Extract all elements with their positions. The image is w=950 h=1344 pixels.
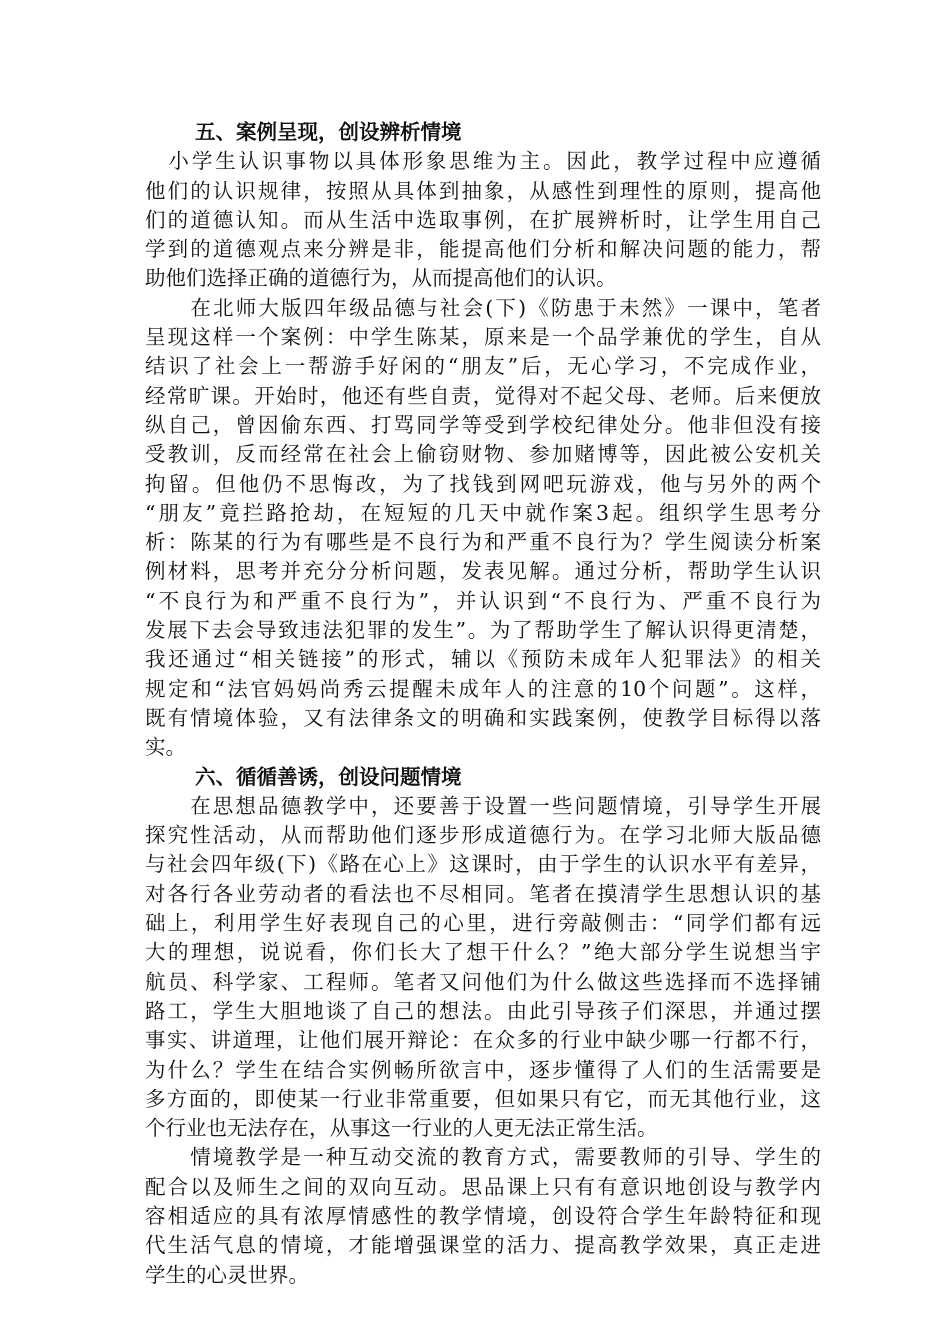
paragraph (145, 147, 821, 293)
paragraph-line: 我还通过“相关链接”的形式，辅以《预防未成年人犯罪法》的相关 (145, 647, 821, 672)
paragraph-line: 情境教学是一种互动交流的教育方式，需要教师的引导、学生的 (145, 1145, 821, 1170)
paragraph-line: 学到的道德观点来分辨是非，能提高他们分析和解决问题的能力，帮 (145, 237, 821, 262)
paragraph-line: 结识了社会上一帮游手好闲的“朋友”后，无心学习，不完成作业， (145, 354, 821, 379)
paragraph-line: 他们的认识规律，按照从具体到抽象，从感性到理性的原则，提高他 (145, 178, 821, 203)
paragraph-line: 规定和“法官妈妈尚秀云提醒未成年人的注意的10个问题”。这样， (145, 676, 821, 701)
paragraph-line: 实。 (145, 735, 186, 760)
paragraph-line: 拘留。但他仍不思悔改，为了找钱到网吧玩游戏，他与另外的两个 (145, 471, 821, 496)
paragraph-line: “不良行为和严重不良行为”，并认识到“不良行为、严重不良行为 (145, 588, 821, 613)
paragraph-line: 配合以及师生之间的双向互动。思品课上只有有意识地创设与教学内 (145, 1174, 821, 1199)
paragraph-line: 经常旷课。开始时，他还有些自责，觉得对不起父母、老师。后来便放 (145, 383, 821, 408)
document-body (145, 118, 821, 1290)
paragraph-line: 事实、讲道理，让他们展开辩论：在众多的行业中缺少哪一行都不行， (145, 1028, 821, 1053)
paragraph-line: 发展下去会导致违法犯罪的发生”。为了帮助学生了解认识得更清楚， (145, 618, 821, 643)
paragraph-line: 容相适应的具有浓厚情感性的教学情境，创设符合学生年龄特征和现 (145, 1203, 821, 1228)
paragraph-line: 路工，学生大胆地谈了自己的想法。由此引导孩子们深思，并通过摆 (145, 998, 821, 1023)
paragraph-line: 对各行各业劳动者的看法也不尽相同。笔者在摸清学生思想认识的基 (145, 881, 821, 906)
paragraph-line: 为什么？学生在结合实例畅所欲言中，逐步懂得了人们的生活需要是 (145, 1057, 821, 1082)
paragraph-line: 大的理想，说说看，你们长大了想干什么？”绝大部分学生说想当宇 (145, 940, 821, 965)
paragraph (145, 294, 821, 763)
section-heading-5: 五、案例呈现，创设辨析情境 (195, 120, 462, 144)
paragraph-line: 小学生认识事物以具体形象思维为主。因此，教学过程中应遵循 (145, 149, 821, 174)
paragraph-line: 础上，利用学生好表现自己的心里，进行旁敲侧击：“同学们都有远 (145, 911, 821, 936)
paragraph-line: 析：陈某的行为有哪些是不良行为和严重不良行为？学生阅读分析案 (145, 530, 821, 555)
paragraph-line: 多方面的，即使某一行业非常重要，但如果只有它，而无其他行业，这 (145, 1086, 821, 1111)
paragraph (145, 1143, 821, 1289)
paragraph-line: 纵自己，曾因偷东西、打骂同学等受到学校纪律处分。他非但没有接 (145, 412, 821, 437)
section-heading-6: 六、循循善诱，创设问题情境 (195, 764, 462, 789)
paragraph-line: 受教训，反而经常在社会上偷窃财物、参加赌博等，因此被公安机关 (145, 442, 821, 467)
paragraph-line: “朋友”竟拦路抢劫，在短短的几天中就作案3起。组织学生思考分 (145, 500, 821, 525)
paragraph-line: 在思想品德教学中，还要善于设置一些问题情境，引导学生开展 (145, 793, 821, 818)
paragraph-line: 学生的心灵世界。 (145, 1262, 309, 1287)
paragraph-line: 例材料，思考并充分分析问题，发表见解。通过分析，帮助学生认识 (145, 559, 821, 584)
paragraph-line: 们的道德认知。而从生活中选取事例，在扩展辨析时，让学生用自己 (145, 207, 821, 232)
paragraph-line: 助他们选择正确的道德行为，从而提高他们的认识。 (145, 266, 617, 291)
paragraph-line: 在北师大版四年级品德与社会(下)《防患于未然》一课中，笔者 (145, 295, 821, 320)
paragraph-line: 航员、科学家、工程师。笔者又问他们为什么做这些选择而不选择铺 (145, 969, 821, 994)
paragraph-line: 探究性活动，从而帮助他们逐步形成道德行为。在学习北师大版品德 (145, 823, 821, 848)
paragraph-line: 与社会四年级(下)《路在心上》这课时，由于学生的认识水平有差异， (145, 852, 821, 877)
paragraph-line: 个行业也无法存在，从事这一行业的人更无法正常生活。 (145, 1116, 658, 1141)
paragraph-line: 既有情境体验，又有法律条文的明确和实践案例，使教学目标得以落 (145, 705, 821, 730)
paragraph (145, 792, 821, 1144)
paragraph-line: 呈现这样一个案例：中学生陈某，原来是一个品学兼优的学生，自从 (145, 325, 821, 350)
paragraph-line: 代生活气息的情境，才能增强课堂的活力、提高教学效果，真正走进 (145, 1233, 821, 1258)
